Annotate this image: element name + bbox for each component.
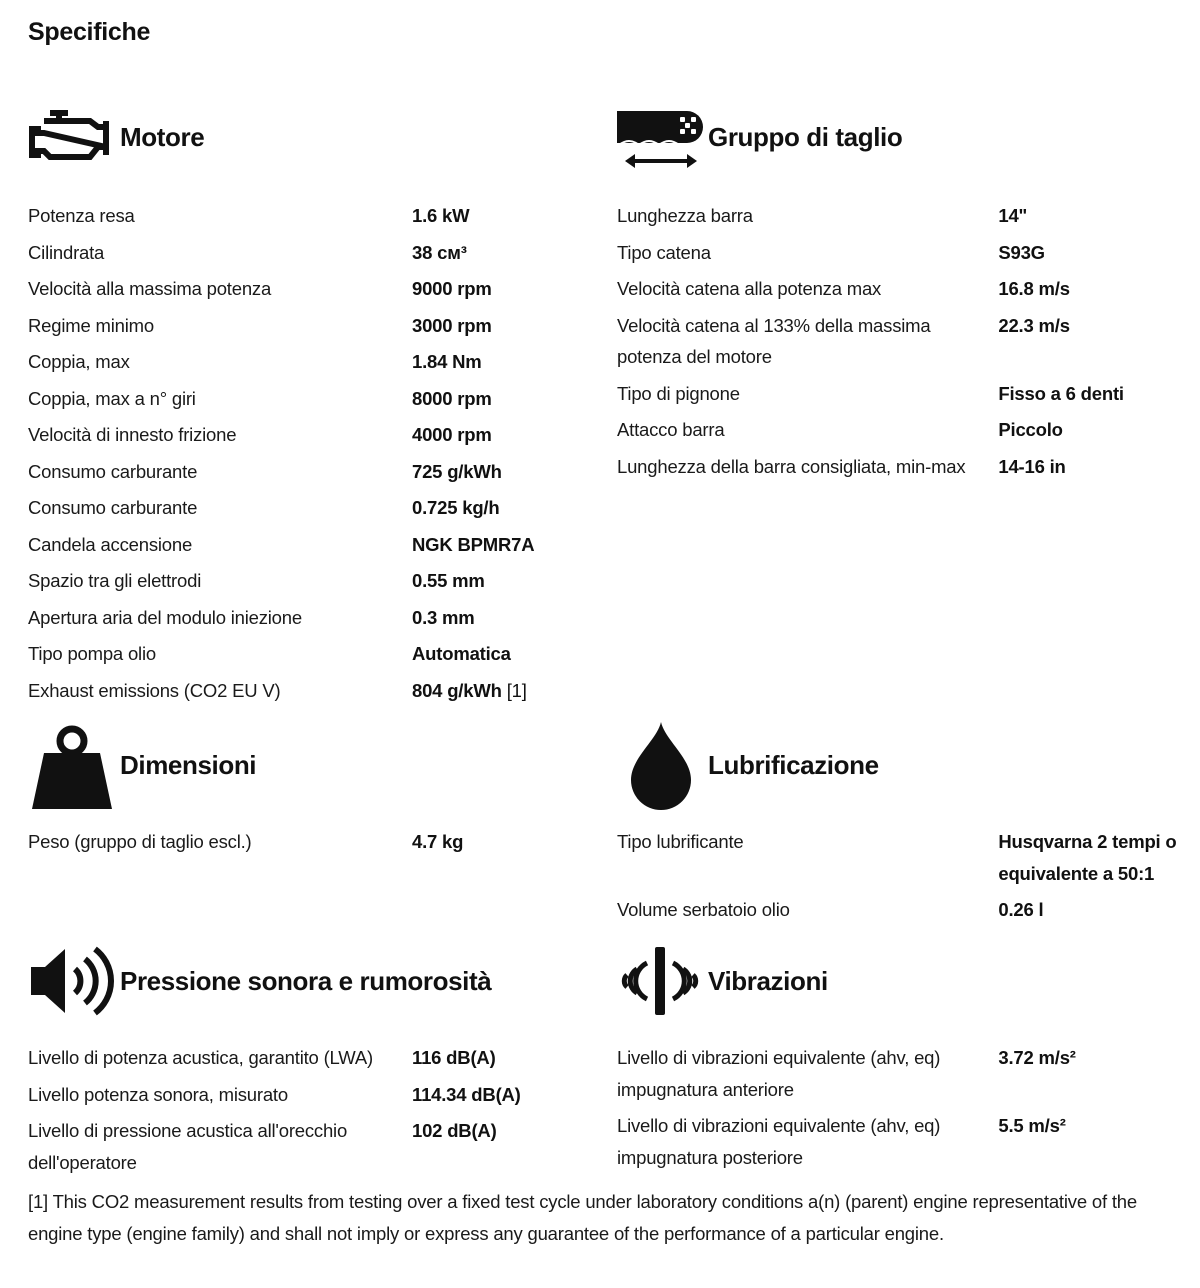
- spec-row: [617, 826, 1187, 889]
- spec-row: [617, 414, 1187, 446]
- spec-row: [28, 529, 598, 561]
- spec-label: Volume serbatoio olio: [617, 899, 790, 920]
- spec-value: [998, 273, 1187, 305]
- spec-value-text: 725 g/kWh: [412, 460, 502, 482]
- spec-label: Tipo pompa olio: [28, 643, 156, 664]
- spec-value-text: 102 dB(A): [412, 1120, 497, 1141]
- spec-value-text: 3.72 m/s²: [998, 1047, 1076, 1068]
- spec-list: [617, 1042, 1187, 1173]
- spec-value: [412, 456, 582, 488]
- spec-label: Livello di vibrazioni equivalente (ahv, eq) impugnatura anteriore: [617, 1047, 941, 1100]
- spec-row: [28, 237, 598, 269]
- spec-row: [28, 1079, 598, 1111]
- spec-row: [617, 237, 1187, 269]
- spec-row: [28, 310, 598, 342]
- spec-label: Consumo carburante: [28, 460, 198, 482]
- spec-value-text: 5.5 m/s²: [998, 1115, 1066, 1136]
- spec-value-text: 804 g/kWh: [412, 679, 502, 701]
- spec-label: Tipo di pignone: [617, 382, 740, 404]
- spec-list: [28, 200, 598, 706]
- spec-value-text: Piccolo: [998, 419, 1063, 440]
- spec-value: [412, 346, 582, 378]
- spec-value: [412, 1042, 582, 1074]
- section-title: Pressione sonora e rumorosità: [120, 965, 492, 996]
- spec-label: Livello di potenza acustica, garantito (LWA): [28, 1047, 373, 1068]
- section-header: [28, 720, 598, 810]
- section-header: [617, 936, 1187, 1026]
- spec-value-text: 3000 rpm: [412, 314, 492, 336]
- spec-row: [617, 273, 1187, 305]
- spec-value-text: 1.84 Nm: [412, 351, 482, 372]
- section-title: Vibrazioni: [708, 965, 828, 996]
- weight-icon: [28, 720, 116, 810]
- spec-row: [28, 346, 598, 378]
- spec-value: [412, 826, 582, 858]
- spec-value: [412, 273, 582, 305]
- section-lubrificazione: [617, 720, 1187, 931]
- spec-value-text: 8000 rpm: [412, 387, 492, 409]
- spec-row: [28, 383, 598, 415]
- section-gruppo-di-taglio: [617, 92, 1187, 487]
- section-dimensioni: [28, 720, 598, 863]
- spec-row: [617, 894, 1187, 926]
- spec-label: Peso (gruppo di taglio escl.): [28, 831, 252, 852]
- section-title: Gruppo di taglio: [708, 121, 903, 152]
- spec-label: Tipo lubrificante: [617, 831, 744, 852]
- spec-value: [412, 1079, 582, 1111]
- spec-row: [28, 456, 598, 488]
- spec-value: [412, 200, 582, 232]
- spec-label: Livello di vibrazioni equivalente (ahv, eq) impugnatura posteriore: [617, 1115, 941, 1168]
- spec-row: [28, 565, 598, 597]
- chainsaw-bar-icon: [617, 105, 705, 169]
- spec-value: [412, 492, 582, 524]
- spec-value-text: 0.3 mm: [412, 606, 475, 628]
- spec-value: [998, 894, 1187, 926]
- spec-value: [412, 675, 582, 707]
- spec-row: [617, 1042, 1187, 1105]
- spec-value: [412, 565, 582, 597]
- spec-row: [617, 200, 1187, 232]
- section-title: Motore: [120, 121, 205, 152]
- spec-label: Velocità catena al 133% della massima potenza del motore: [617, 314, 931, 367]
- spec-value-text: Fisso a 6 denti: [998, 382, 1124, 404]
- spec-row: [28, 200, 598, 232]
- spec-label: Spazio tra gli elettrodi: [28, 570, 202, 591]
- spec-value-text: 0.26 l: [998, 899, 1044, 920]
- section-header: [617, 92, 1187, 182]
- spec-value: [998, 826, 1187, 889]
- spec-row: [28, 492, 598, 524]
- spec-list: [617, 826, 1187, 926]
- section-vibrazioni: [617, 936, 1187, 1178]
- spec-label: Candela accensione: [28, 533, 193, 555]
- footnote: [1] This CO2 measurement results from testing over a fixed test cycle under laboratory conditions a(n) (parent) engine representative of the engine type (engine family) and shall not imply or express any guarantee of the performance of a particular engine.: [28, 1191, 1137, 1244]
- section-pressione-sonora: [28, 936, 598, 1183]
- spec-label: Livello potenza sonora, misurato: [28, 1083, 288, 1105]
- spec-row: [28, 675, 598, 707]
- spec-value: [998, 200, 1187, 232]
- spec-row: [28, 602, 598, 634]
- spec-value-text: 38 см³: [412, 241, 467, 263]
- spec-value-text: 16.8 m/s: [998, 278, 1070, 299]
- speaker-icon: [28, 943, 116, 1019]
- spec-value: [412, 419, 582, 451]
- spec-list: [28, 1042, 598, 1178]
- spec-label: Velocità di innesto frizione: [28, 424, 237, 445]
- spec-value: [412, 638, 582, 670]
- spec-value-text: 4.7 kg: [412, 831, 464, 852]
- spec-label: Cilindrata: [28, 241, 105, 263]
- spec-value-text: 14-16 in: [998, 455, 1066, 477]
- spec-value: [412, 1115, 582, 1147]
- spec-value-text: 0.55 mm: [412, 570, 485, 591]
- spec-value-text: Husqvarna 2 tempi o equivalente a 50:1: [998, 831, 1177, 884]
- footnote-ref-link[interactable]: [1]: [506, 679, 527, 701]
- spec-value: [998, 451, 1187, 483]
- spec-row: [28, 1042, 598, 1074]
- spec-row: [617, 451, 1187, 483]
- spec-label: Regime minimo: [28, 314, 154, 336]
- section-header: [28, 92, 598, 182]
- spec-label: Apertura aria del modulo iniezione: [28, 606, 302, 628]
- spec-row: [617, 310, 1187, 373]
- spec-value-text: S93G: [998, 241, 1045, 263]
- spec-list: [28, 826, 598, 858]
- spec-row: [28, 1115, 598, 1178]
- spec-label: Lunghezza barra: [617, 205, 753, 226]
- spec-value: [412, 529, 582, 561]
- spec-value: [412, 383, 582, 415]
- spec-label: Coppia, max a n° giri: [28, 387, 196, 409]
- spec-label: Exhaust emissions (CO2 EU V): [28, 679, 281, 701]
- spec-label: Potenza resa: [28, 205, 135, 226]
- engine-icon: [28, 107, 116, 167]
- spec-value-text: 4000 rpm: [412, 424, 492, 445]
- spec-value-text: 116 dB(A): [412, 1047, 496, 1068]
- spec-label: Consumo carburante: [28, 497, 198, 518]
- section-motore: [28, 92, 598, 711]
- spec-row: [28, 638, 598, 670]
- spec-value: [998, 310, 1187, 342]
- spec-value: [998, 378, 1187, 410]
- spec-value-text: NGK BPMR7A: [412, 533, 535, 555]
- spec-value: [412, 237, 582, 269]
- spec-row: [28, 826, 598, 858]
- section-header: [617, 720, 1187, 810]
- spec-value: [412, 310, 582, 342]
- oil-drop-icon: [617, 720, 705, 810]
- spec-label: Velocità alla massima potenza: [28, 278, 272, 299]
- spec-value-text: 0.725 kg/h: [412, 497, 500, 518]
- spec-label: Lunghezza della barra consigliata, min-max: [617, 455, 966, 477]
- section-header: [28, 936, 598, 1026]
- section-title: Lubrificazione: [708, 749, 879, 780]
- spec-row: [617, 1110, 1187, 1173]
- spec-value-text: 14": [998, 205, 1028, 226]
- spec-row: [617, 378, 1187, 410]
- spec-value-text: 114.34 dB(A): [412, 1083, 521, 1105]
- section-title: Dimensioni: [120, 749, 257, 780]
- spec-value: [998, 414, 1187, 446]
- page-title: Specifiche: [28, 18, 151, 46]
- spec-value: [412, 602, 582, 634]
- spec-value-text: 22.3 m/s: [998, 314, 1070, 336]
- spec-value-text: 9000 rpm: [412, 278, 492, 299]
- spec-value-text: Automatica: [412, 643, 511, 664]
- spec-value: [998, 1042, 1187, 1074]
- spec-value: [998, 237, 1187, 269]
- spec-label: Attacco barra: [617, 419, 725, 440]
- spec-row: [28, 273, 598, 305]
- spec-list: [617, 200, 1187, 482]
- spec-row: [28, 419, 598, 451]
- spec-value-text: 1.6 kW: [412, 205, 470, 226]
- spec-label: Tipo catena: [617, 241, 711, 263]
- spec-value: [998, 1110, 1187, 1142]
- spec-label: Velocità catena alla potenza max: [617, 278, 882, 299]
- spec-label: Livello di pressione acustica all'orecchio dell'operatore: [28, 1120, 348, 1173]
- vibration-icon: [617, 945, 705, 1017]
- spec-label: Coppia, max: [28, 351, 130, 372]
